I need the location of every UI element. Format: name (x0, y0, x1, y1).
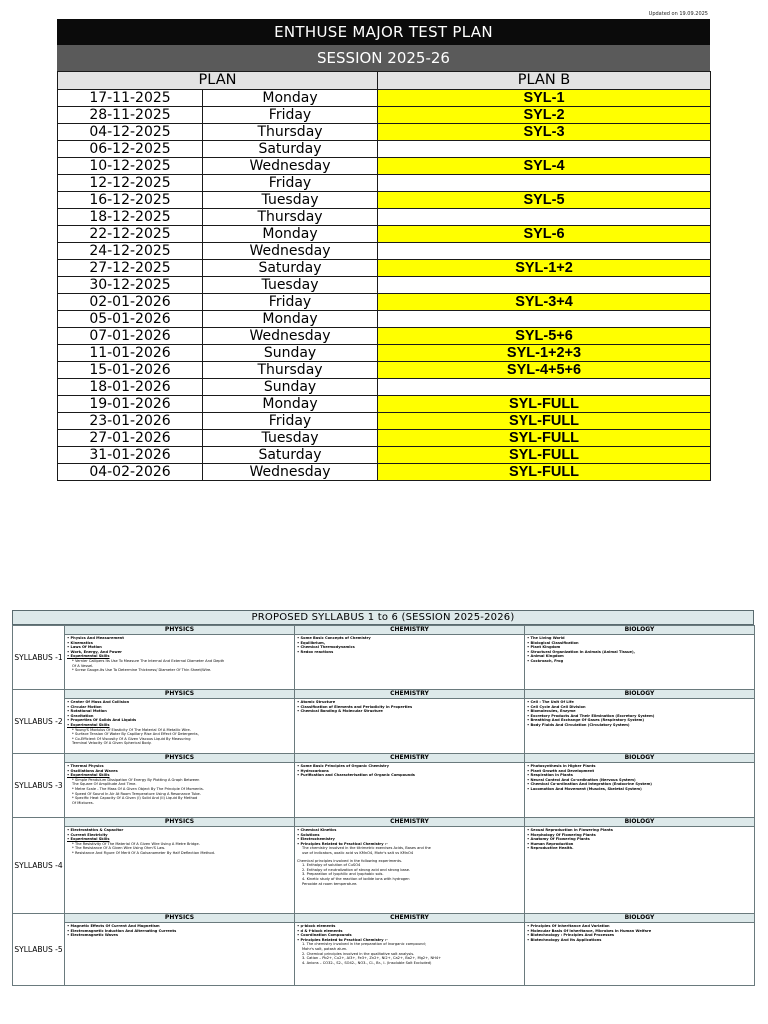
physics-topic-list (65, 635, 294, 674)
topic-item: • Redox reactions (297, 649, 334, 654)
topic-item: • Center Of Mass And Collision (67, 700, 130, 704)
test-date: 06-12-2025 (58, 141, 203, 158)
topic-item: • Gravitation (67, 713, 94, 718)
chemistry-cell (295, 914, 525, 986)
syllabus-code: SYL-1+2 (378, 260, 711, 277)
physics-header: PHYSICS (65, 754, 294, 763)
syllabus-code: SYL-6 (378, 226, 711, 243)
plan-column-header: PLAN (58, 72, 378, 90)
topic-item: • Current Electricity (67, 832, 108, 837)
test-date: 22-12-2025 (58, 226, 203, 243)
topic-item: • Experimental Skills (67, 837, 110, 842)
physics-header: PHYSICS (65, 626, 294, 635)
test-plan (57, 19, 710, 481)
test-date: 24-12-2025 (58, 243, 203, 260)
topic-item: • Magnetic Effects Of Current And Magnetism (67, 924, 160, 928)
syllabus-code: SYL-FULL (378, 464, 711, 481)
test-date: 31-01-2026 (58, 447, 203, 464)
topic-item: • Chemical Bonding & Molecular Structure (297, 709, 383, 714)
plan-header-row (58, 72, 711, 90)
topic-item: • Anatomy Of Flowering Plants (527, 837, 590, 842)
topic-item: Peroxide at room temperature. (302, 881, 358, 886)
test-day: Thursday (203, 209, 378, 226)
syllabus-row (13, 690, 755, 754)
topic-item: The chemistry involved in the titrimetric exercises Acids, Bases and the (302, 846, 431, 851)
chemistry-cell (295, 690, 525, 754)
physics-topic-list (65, 699, 294, 747)
plan-row (58, 362, 711, 379)
syllabus-code: SYL-2 (378, 107, 711, 124)
topic-item: • Chemical Kinetics (297, 828, 337, 832)
syllabus-code (378, 311, 711, 328)
test-day: Monday (203, 226, 378, 243)
topic-item: * Young'S Modulus Of Elasticity Of The Material Of A Metallic Wire. (72, 727, 191, 732)
test-date: 07-01-2026 (58, 328, 203, 345)
test-date: 05-01-2026 (58, 311, 203, 328)
topic-item: • Biological Classification (527, 640, 579, 645)
topic-item: • Equilibrium, (297, 640, 326, 645)
plan-row (58, 447, 711, 464)
plan-row (58, 464, 711, 481)
biology-topic-list (525, 827, 754, 852)
biology-cell (525, 818, 755, 914)
test-day: Friday (203, 107, 378, 124)
test-date: 04-12-2025 (58, 124, 203, 141)
syllabus-code (378, 277, 711, 294)
topic-item: • Coordination Compounds (297, 933, 352, 938)
test-date: 16-12-2025 (58, 192, 203, 209)
syllabus-code (378, 209, 711, 226)
topic-item: • Cell Cycle And Cell Division (527, 704, 586, 709)
biology-topic-list (525, 635, 754, 665)
plan-row (58, 107, 711, 124)
topic-item: * Metre Scale - The Mass Of A Given Object By The Principle Of Moments. (72, 786, 204, 791)
syllabus-table (12, 625, 755, 986)
test-day: Sunday (203, 379, 378, 396)
biology-header: BIOLOGY (525, 690, 754, 699)
plan-row (58, 175, 711, 192)
biology-topic-list (525, 923, 754, 943)
biology-header: BIOLOGY (525, 754, 754, 763)
session-label: SESSION 2025-26 (57, 45, 710, 71)
topic-item: • Oscillations And Waves (67, 768, 118, 773)
syllabus-row (13, 818, 755, 914)
plan-row (58, 192, 711, 209)
test-day: Friday (203, 175, 378, 192)
syllabus-code: SYL-4 (378, 158, 711, 175)
physics-header: PHYSICS (65, 690, 294, 699)
test-day: Saturday (203, 447, 378, 464)
test-date: 19-01-2026 (58, 396, 203, 413)
syllabus-label: SYLLABUS -1 (13, 626, 65, 690)
topic-item: • Plant Growth and Development (527, 768, 595, 773)
topic-item: • Cockroach, Frog (527, 658, 564, 663)
topic-item: * Vernier Callipers Its Use To Measure The Internal And External Diameter And Depth (72, 658, 225, 663)
chemistry-header: CHEMISTRY (295, 690, 524, 699)
topic-item: * Screw Gauge-Its Use To Determine Thickness/ Diameter Of Thin Sheet/Wire. (72, 668, 212, 673)
topic-item: • Purification and Characterisation of Organic Compounds (297, 773, 415, 778)
physics-cell (65, 690, 295, 754)
syllabus-title: PROPOSED SYLLABUS 1 to 6 (SESSION 2025-2026) (12, 610, 754, 625)
topic-item: • Principles Related to Practical Chemistry :- (297, 841, 388, 846)
physics-header: PHYSICS (65, 818, 294, 827)
topic-item: • The Living World (527, 636, 565, 640)
topic-item: • Chemical Thermodynamics (297, 645, 355, 650)
syllabus-sheet (12, 610, 754, 986)
updated-note: Updated on 19.09.2025 (648, 11, 708, 17)
topic-item: Chemical principles involved in the following experiments. (297, 858, 403, 863)
topic-item: • Properties Of Solids And Liquids (67, 718, 137, 723)
topic-item: • Experimental Skills (67, 654, 110, 659)
syllabus-code: SYL-FULL (378, 430, 711, 447)
test-day: Sunday (203, 345, 378, 362)
plan-title: ENTHUSE MAJOR TEST PLAN (57, 19, 710, 45)
test-day: Friday (203, 294, 378, 311)
chemistry-header: CHEMISTRY (295, 818, 524, 827)
test-day: Tuesday (203, 430, 378, 447)
topic-item: Of Mixtures. (72, 800, 94, 805)
test-date: 15-01-2026 (58, 362, 203, 379)
topic-item: • Circular Motion (67, 704, 102, 709)
test-day: Wednesday (203, 243, 378, 260)
plan-row (58, 209, 711, 226)
plan-row (58, 141, 711, 158)
syllabus-label: SYLLABUS -5 (13, 914, 65, 986)
biology-cell (525, 914, 755, 986)
plan-row (58, 226, 711, 243)
plan-row (58, 158, 711, 175)
topic-item: • Sexual Reproduction in Flowering Plants (527, 828, 613, 832)
test-date: 02-01-2026 (58, 294, 203, 311)
test-date: 23-01-2026 (58, 413, 203, 430)
topic-item: • Atomic Structure (297, 700, 336, 704)
syllabus-code (378, 243, 711, 260)
topic-item: • Some Basic Concepts of Chemistry (297, 636, 371, 640)
syllabus-code (378, 141, 711, 158)
biology-header: BIOLOGY (525, 818, 754, 827)
plan-row (58, 260, 711, 277)
topic-item: • Molecular Basis Of Inheritance, Microbes In Human Welfare (527, 928, 652, 933)
topic-item: • Excretory Products And Their Elimination (Excretory System) (527, 713, 655, 718)
topic-item: • d & f-block elements (297, 928, 343, 933)
topic-item: 4. Anions – CO32-, S2-, SO42-, NO3-, Cl-, Br-, I- (Insoluble Salt Excluded) (302, 960, 432, 965)
plan-row (58, 430, 711, 447)
topic-item: * Simple Pendulum Dissipation Of Energy By Plotting A Graph Between (72, 777, 200, 782)
chemistry-topic-list (295, 763, 524, 779)
plan-row (58, 294, 711, 311)
test-day: Thursday (203, 124, 378, 141)
chemistry-cell (295, 754, 525, 818)
topic-item: • Photosynthesis in Higher Plants (527, 764, 596, 768)
syllabus-label: SYLLABUS -3 (13, 754, 65, 818)
biology-header: BIOLOGY (525, 626, 754, 635)
chemistry-cell (295, 818, 525, 914)
syllabus-code (378, 175, 711, 192)
syllabus-code: SYL-5 (378, 192, 711, 209)
physics-cell (65, 818, 295, 914)
test-day: Tuesday (203, 192, 378, 209)
test-day: Wednesday (203, 464, 378, 481)
chemistry-topic-list (295, 699, 524, 715)
syllabus-code: SYL-1+2+3 (378, 345, 711, 362)
test-date: 18-01-2026 (58, 379, 203, 396)
biology-cell (525, 626, 755, 690)
chemistry-header: CHEMISTRY (295, 754, 524, 763)
topic-item: • Morphology Of Flowering Plants (527, 832, 596, 837)
test-day: Wednesday (203, 158, 378, 175)
topic-item: • Solutions (297, 832, 320, 837)
topic-item: Mohr's salt, potash alum. (302, 946, 348, 951)
topic-item: • Kinematics (67, 640, 93, 645)
chemistry-header: CHEMISTRY (295, 914, 524, 923)
topic-item: • Reproductive Health. (527, 846, 574, 851)
topic-item: 2. Chemical principles involved in the qualitative salt analysis. (302, 951, 415, 956)
topic-item: • Neural Control And Co-ordination (Nervous System) (527, 777, 636, 782)
topic-item: • Some Basic Principles of Organic Chemistry (297, 764, 390, 768)
plan-row (58, 90, 711, 107)
test-date: 10-12-2025 (58, 158, 203, 175)
syllabus-code: SYL-1 (378, 90, 711, 107)
topic-item: • Physics And Measurement (67, 636, 124, 640)
topic-item: • Thermal Physics (67, 764, 104, 768)
topic-item: 4. Kinetic study of the reaction of iodide ions with hydrogen (302, 876, 410, 881)
topic-item: • Respiration in Plants (527, 773, 573, 778)
topic-item: • Biomolecules, Enzyme (527, 709, 576, 714)
topic-item: Of A Vessel. (72, 663, 94, 668)
physics-cell (65, 754, 295, 818)
plan-row (58, 396, 711, 413)
topic-item: 1. Enthalpy of solution of CuSO4 (302, 863, 361, 868)
chemistry-topic-list (295, 923, 524, 966)
chemistry-topic-list (295, 827, 524, 887)
plan-row (58, 311, 711, 328)
biology-topic-list (525, 699, 754, 729)
plan-row (58, 345, 711, 362)
test-date: 12-12-2025 (58, 175, 203, 192)
topic-item: • Rotational Motion (67, 709, 107, 714)
chemistry-cell (295, 626, 525, 690)
physics-header: PHYSICS (65, 914, 294, 923)
test-day: Monday (203, 396, 378, 413)
test-day: Friday (203, 413, 378, 430)
topic-item: • Breathing And Exchange Of Gases (Respiratory System) (527, 718, 645, 723)
physics-topic-list (65, 763, 294, 806)
topic-item: • Electrostatics & Capacitor (67, 828, 124, 832)
topic-item: use of indicators, oxalic acid vs KMnO4, Mohr's salt vs KMnO4 (302, 850, 414, 855)
physics-topic-list (65, 827, 294, 857)
topic-item: 3. Cation – Pb2+, Cu2+, Al3+, Fe3+, Zn2+, Ni2+, Ca2+, Ba2+, Mg2+, NH4+ (302, 956, 442, 961)
topic-item: • Biotechnology : Principles And Processes (527, 933, 615, 938)
plan-row (58, 243, 711, 260)
syllabus-code: SYL-3+4 (378, 294, 711, 311)
syllabus-label: SYLLABUS -2 (13, 690, 65, 754)
biology-header: BIOLOGY (525, 914, 754, 923)
test-date: 27-01-2026 (58, 430, 203, 447)
topic-item: • Plant Kingdom (527, 645, 561, 650)
topic-item: • Electromagnetic Waves (67, 933, 119, 938)
test-date: 30-12-2025 (58, 277, 203, 294)
test-day: Tuesday (203, 277, 378, 294)
topic-item: • Cell : The Unit Of Life (527, 700, 574, 704)
topic-item: • Principles Related to Practical Chemistry :- (297, 937, 388, 942)
test-date: 27-12-2025 (58, 260, 203, 277)
topic-item: * The Resistivity Of The Material Of A Given Wire Using A Metre Bridge. (72, 841, 200, 846)
syllabus-code: SYL-FULL (378, 413, 711, 430)
test-date: 28-11-2025 (58, 107, 203, 124)
topic-item: 1. The chemistry involved in the preparation of Inorganic compound; (302, 942, 426, 947)
biology-topic-list (525, 763, 754, 793)
topic-item: * The Resistance Of A Given Wire Using Ohm'S Law. (72, 846, 166, 851)
test-date: 17-11-2025 (58, 90, 203, 107)
topic-item: • Animal Kingdom (527, 654, 564, 659)
topic-item: • Work, Energy, And Power (67, 649, 122, 654)
test-date: 18-12-2025 (58, 209, 203, 226)
topic-item: The Square Of Amplitude And Time. (72, 782, 137, 787)
topic-item: • Experimental Skills (67, 722, 110, 727)
syllabus-code (378, 379, 711, 396)
biology-cell (525, 690, 755, 754)
syllabus-row (13, 626, 755, 690)
topic-item: • Chemical Co-ordination And Integration (Endocrine System) (527, 782, 652, 787)
topic-item: 2. Enthalpy of neutralization of strong acid and strong base. (302, 867, 411, 872)
topic-item: • Locomotion And Movement (Muscles, Skeletal System) (527, 786, 642, 791)
test-day: Saturday (203, 141, 378, 158)
topic-item: • Classification of Elements and Periodicity in Properties (297, 704, 413, 709)
syllabus-code: SYL-3 (378, 124, 711, 141)
syllabus-code: SYL-FULL (378, 447, 711, 464)
topic-item: • Body Fluids And Circulation (Circulatory System) (527, 722, 630, 727)
syllabus-code: SYL-FULL (378, 396, 711, 413)
topic-item: • Principles Of Inheritance And Variation (527, 924, 610, 928)
chemistry-header: CHEMISTRY (295, 626, 524, 635)
biology-cell (525, 754, 755, 818)
test-date: 11-01-2026 (58, 345, 203, 362)
test-day: Monday (203, 311, 378, 328)
topic-item: * Resistance And Figure Of Merit Of A Galvanometer By Half Deflection Method. (72, 850, 215, 855)
plan-table (57, 71, 711, 481)
topic-item: * Surface Tension Of Water By Capillary Rise And Effect Of Detergents, (72, 732, 199, 737)
syllabus-code: SYL-5+6 (378, 328, 711, 345)
test-day: Thursday (203, 362, 378, 379)
plan-row (58, 413, 711, 430)
test-day: Wednesday (203, 328, 378, 345)
physics-cell (65, 626, 295, 690)
topic-item: • Experimental Skills (67, 773, 110, 778)
topic-item: • p-block elements (297, 924, 336, 928)
syllabus-label: SYLLABUS -4 (13, 818, 65, 914)
physics-cell (65, 914, 295, 986)
topic-item: * Speed Of Sound In Air At Room Temperature Using A Resonance Tube. (72, 791, 201, 796)
topic-item: Terminal Velocity Of A Given Spherical Body. (72, 741, 152, 746)
topic-item: • Structural Organization In Animals (Animal Tissue), (527, 649, 635, 654)
plan-row (58, 328, 711, 345)
topic-item: • Hydrocarbons (297, 768, 329, 773)
syllabus-code: SYL-4+5+6 (378, 362, 711, 379)
topic-item: • Biotechnology And Its Applications (527, 937, 602, 942)
topic-item: • Human Reproduction (527, 841, 574, 846)
test-day: Saturday (203, 260, 378, 277)
topic-item: • Electromagnetic Induction And Alternating Currents (67, 928, 177, 933)
plan-b-column-header: PLAN B (378, 72, 711, 90)
syllabus-row (13, 914, 755, 986)
plan-row (58, 124, 711, 141)
topic-item: * Specific Heat Capacity Of A Given (I) Solid And (Ii) Liquid By Method (72, 796, 198, 801)
topic-item: * Co-Efficient Of Viscosity Of A Given Viscous Liquid By Measuring (72, 736, 191, 741)
topic-item: 3. Preparation of lyophilic and lyophobic sols. (302, 872, 384, 877)
test-day: Monday (203, 90, 378, 107)
topic-item: • Laws Of Motion (67, 645, 102, 650)
physics-topic-list (65, 923, 294, 939)
topic-item: • Electrochemistry (297, 837, 335, 842)
chemistry-topic-list (295, 635, 524, 655)
plan-row (58, 379, 711, 396)
syllabus-row (13, 754, 755, 818)
plan-row (58, 277, 711, 294)
test-date: 04-02-2026 (58, 464, 203, 481)
